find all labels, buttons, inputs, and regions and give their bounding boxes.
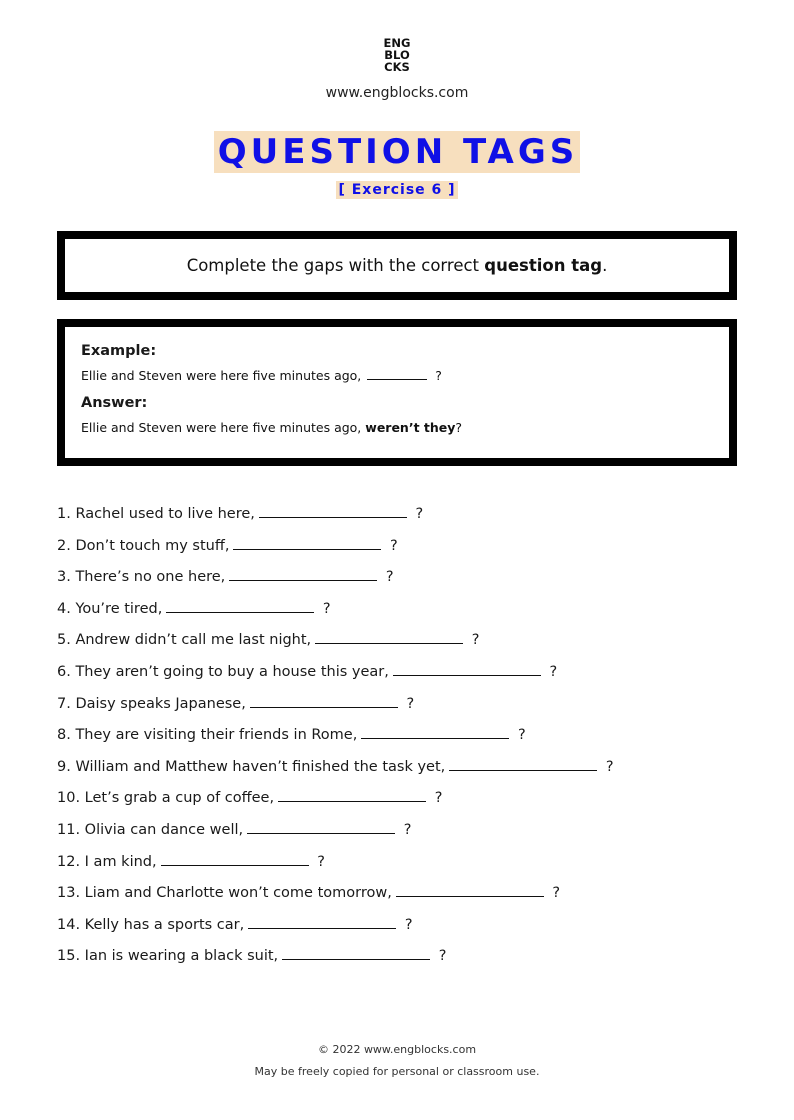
answer-blank[interactable] bbox=[393, 661, 541, 676]
exercise-list bbox=[57, 503, 757, 977]
instructions-prefix: Complete the gaps with the correct bbox=[186, 256, 485, 275]
answer-sentence bbox=[81, 419, 713, 437]
exercise-item bbox=[57, 566, 757, 598]
item-question-mark: ? bbox=[471, 632, 480, 649]
item-text: 13. Liam and Charlotte won’t come tomorrow, bbox=[57, 885, 392, 902]
item-text: 8. They are visiting their friends in Rome, bbox=[57, 727, 358, 744]
instructions-keyword: question tag bbox=[484, 256, 603, 275]
exercise-item bbox=[57, 724, 757, 756]
answer-blank[interactable] bbox=[282, 945, 430, 960]
item-text: 7. Daisy speaks Japanese, bbox=[57, 695, 246, 712]
answer-blank[interactable] bbox=[315, 629, 463, 644]
item-question-mark: ? bbox=[406, 695, 415, 712]
item-question-mark: ? bbox=[385, 569, 394, 586]
answer-blank[interactable] bbox=[250, 693, 398, 708]
answer-blank[interactable] bbox=[248, 914, 396, 929]
exercise-item bbox=[57, 598, 757, 630]
example-blank bbox=[367, 367, 427, 380]
subtitle-container bbox=[0, 179, 794, 199]
answer-question-mark: ? bbox=[455, 420, 463, 435]
example-sentence bbox=[81, 367, 713, 385]
item-question-mark: ? bbox=[552, 885, 561, 902]
exercise-item bbox=[57, 661, 757, 693]
exercise-item bbox=[57, 851, 757, 883]
exercise-item bbox=[57, 503, 757, 535]
footer-license: May be freely copied for personal or classroom use. bbox=[254, 1065, 540, 1078]
item-text: 6. They aren’t going to buy a house this year, bbox=[57, 663, 389, 680]
answer-blank[interactable] bbox=[361, 724, 509, 739]
example-question-mark: ? bbox=[435, 368, 442, 383]
example-label: Example: bbox=[81, 343, 157, 359]
item-question-mark: ? bbox=[549, 663, 558, 680]
item-question-mark: ? bbox=[317, 853, 325, 870]
exercise-item bbox=[57, 819, 757, 851]
item-text: 11. Olivia can dance well, bbox=[57, 821, 244, 838]
answer-label: Answer: bbox=[81, 395, 148, 411]
answer-blank[interactable] bbox=[229, 566, 377, 581]
item-question-mark: ? bbox=[434, 790, 443, 807]
item-question-mark: ? bbox=[415, 506, 424, 522]
instructions-text bbox=[187, 256, 608, 275]
answer-blank[interactable] bbox=[166, 598, 314, 613]
logo-line: BLO bbox=[384, 48, 410, 62]
item-text: 5. Andrew didn’t call me last night, bbox=[57, 632, 312, 649]
answer-sentence-text: Ellie and Steven were here five minutes ago, bbox=[81, 420, 366, 435]
answer-blank[interactable] bbox=[259, 503, 407, 518]
item-text: 12. I am kind, bbox=[57, 853, 157, 870]
answer-blank[interactable] bbox=[247, 819, 395, 834]
exercise-item bbox=[57, 693, 757, 725]
exercise-item bbox=[57, 535, 757, 567]
item-text: 2. Don’t touch my stuff, bbox=[57, 537, 230, 554]
item-question-mark: ? bbox=[438, 948, 447, 965]
item-text: 14. Kelly has a sports car, bbox=[57, 916, 245, 933]
instructions-suffix: . bbox=[602, 256, 608, 275]
item-question-mark: ? bbox=[322, 600, 331, 617]
item-question-mark: ? bbox=[517, 727, 526, 744]
exercise-item bbox=[57, 756, 757, 788]
exercise-item bbox=[57, 945, 757, 977]
item-text: 4. You’re tired, bbox=[57, 600, 163, 617]
item-text: 10. Let’s grab a cup of coffee, bbox=[57, 790, 275, 807]
logo-line: ENG bbox=[383, 36, 411, 50]
answer-blank[interactable] bbox=[396, 882, 544, 897]
answer-blank[interactable] bbox=[449, 756, 597, 771]
answer-blank[interactable] bbox=[233, 535, 381, 550]
answer-blank[interactable] bbox=[278, 787, 426, 802]
title-container bbox=[0, 131, 794, 173]
engblocks-logo bbox=[0, 37, 794, 73]
site-url: www.engblocks.com bbox=[325, 85, 469, 101]
item-question-mark: ? bbox=[605, 758, 614, 775]
example-sentence-text: Ellie and Steven were here five minutes ago, bbox=[81, 368, 362, 383]
instructions-box bbox=[57, 231, 737, 300]
exercise-label: [ Exercise 6 ] bbox=[338, 182, 456, 198]
item-text: 3. There’s no one here, bbox=[57, 569, 226, 586]
exercise-item bbox=[57, 787, 757, 819]
worksheet-title: QUESTION TAGS bbox=[214, 131, 581, 173]
exercise-item bbox=[57, 629, 757, 661]
exercise-item bbox=[57, 914, 757, 946]
item-question-mark: ? bbox=[403, 821, 412, 838]
item-text: 1. Rachel used to live here, bbox=[57, 506, 255, 522]
footer-copyright: © 2022 www.engblocks.com bbox=[317, 1043, 477, 1056]
item-text: 15. Ian is wearing a black suit, bbox=[57, 948, 279, 965]
item-question-mark: ? bbox=[390, 537, 398, 554]
answer-tag: weren’t they bbox=[365, 420, 456, 435]
exercise-item bbox=[57, 882, 757, 914]
item-text: 9. William and Matthew haven’t finished the task yet, bbox=[57, 758, 446, 775]
answer-blank[interactable] bbox=[161, 851, 309, 866]
logo-line: CKS bbox=[384, 60, 410, 74]
item-question-mark: ? bbox=[404, 916, 413, 933]
example-box bbox=[57, 319, 737, 466]
